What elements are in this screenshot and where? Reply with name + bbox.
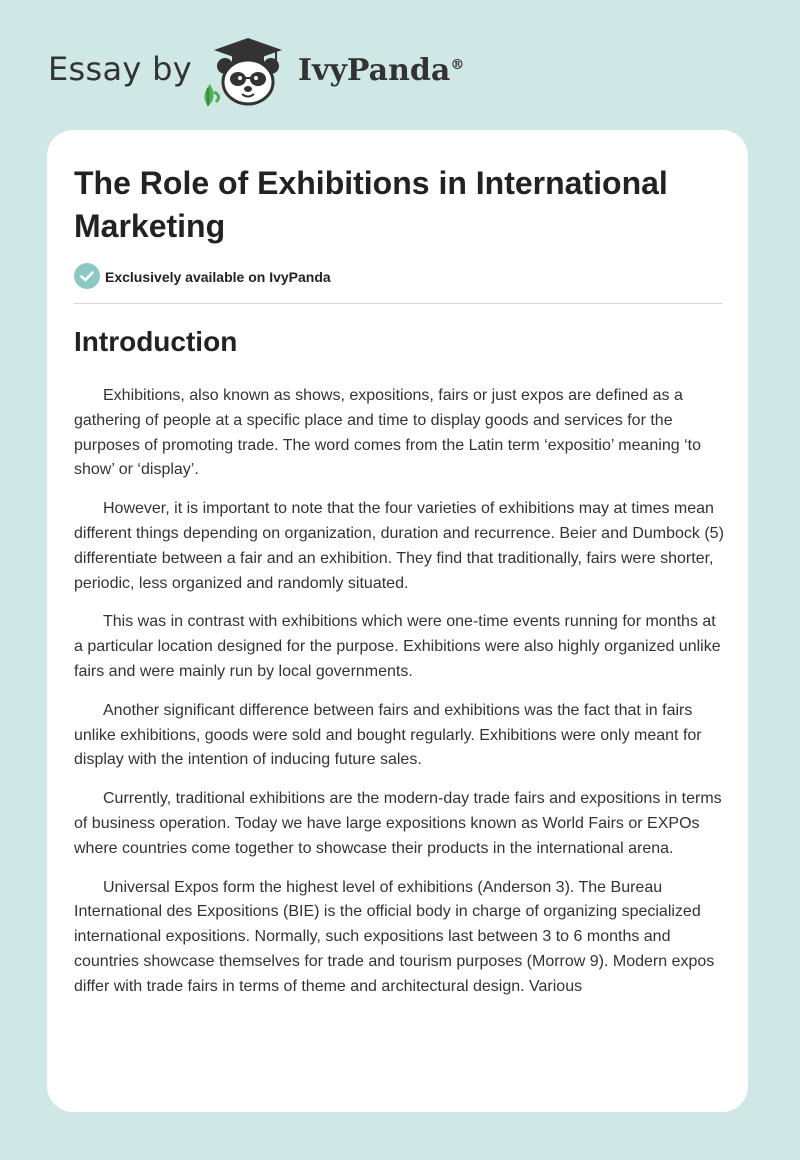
- paragraph: However, it is important to note that the four varieties of exhibitions may at times mean different things depending on organization, duration and recurrence. Beier and Dumbock (5) differentiate between a fair and an exhibition. They find that traditionally, fairs were shorter, periodic, less organized and randomly situated.: [74, 500, 724, 592]
- brand-prefix: Essay by: [48, 50, 192, 88]
- paragraph: Another significant difference between fairs and exhibitions was the fact that in fairs unlike exhibitions, goods were sold and bought regularly. Exhibitions were only meant for display with the intention of inducing future sales.: [74, 701, 702, 769]
- article-body: [74, 384, 724, 1014]
- paragraph: Exhibitions, also known as shows, expositions, fairs or just expos are defined as a gathering of people at a specific place and time to display goods and services for the purposes of promoting trade. The word comes from the Latin term ‘expositio’ meaning ‘to show’ or ‘display’.: [74, 387, 701, 479]
- brand-name: IvyPanda®: [298, 53, 465, 88]
- registered-mark: ®: [450, 57, 465, 73]
- paragraph: This was in contrast with exhibitions which were one-time events running for months at a particular location designed for the purpose. Exhibitions were also highly organized unlike fairs and were mainly run by local governments.: [74, 613, 721, 680]
- section-heading: Introduction: [74, 326, 238, 357]
- check-circle-icon: [74, 263, 100, 289]
- article-title: The Role of Exhibitions in International Marketing: [74, 165, 668, 244]
- article-card: [47, 130, 748, 1112]
- panda-graduate-icon: [200, 36, 296, 108]
- paragraph: Universal Expos form the highest level of exhibitions (Anderson 3). The Bureau International des Expositions (BIE) is the official body in charge of organizing specialized international expositions. Normally, such expositions last between 3 to 6 months and countries showcase themselves for trade and tourism purposes (Morrow 9). Modern expos differ with trade fairs in terms of theme and architectural design. Various: [74, 878, 715, 995]
- paragraph: Currently, traditional exhibitions are the modern-day trade fairs and expositions in terms of business operation. Today we have large expositions known as World Fairs or EXPOs where countries come together to showcase their products in the international arena.: [74, 790, 722, 857]
- brand-header[interactable]: [48, 36, 468, 108]
- exclusive-badge-text: Exclusively available on IvyPanda: [105, 269, 331, 285]
- title-divider: [74, 303, 722, 304]
- exclusive-badge: [74, 263, 474, 291]
